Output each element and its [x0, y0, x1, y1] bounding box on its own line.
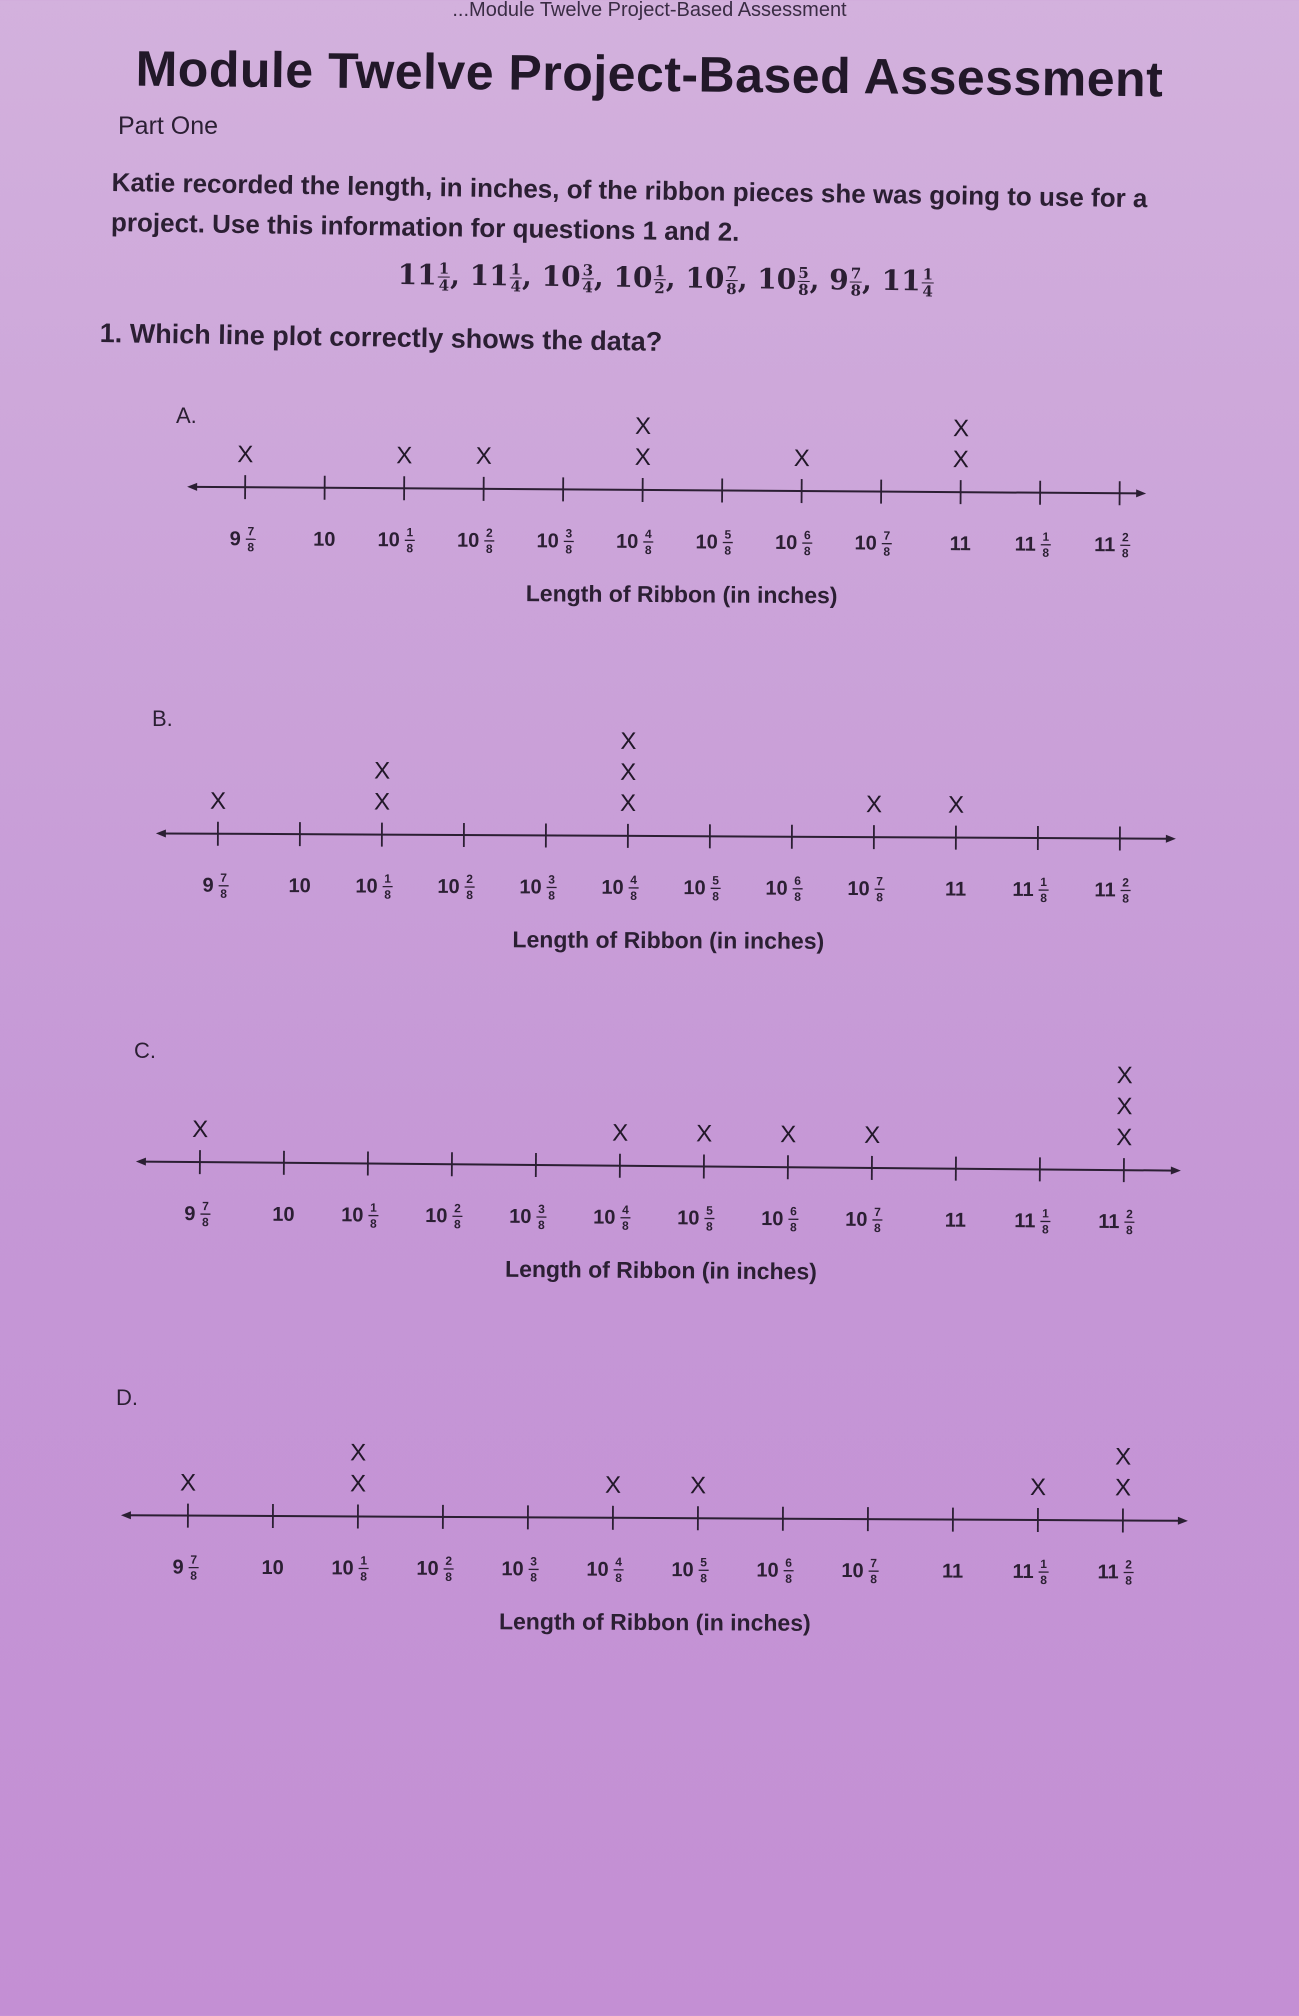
data-value-whole: 11: [397, 258, 437, 292]
data-value-fraction: [725, 264, 738, 297]
tick-label-whole: 10: [677, 1207, 700, 1230]
tick-label-denominator: 8: [466, 888, 473, 903]
tick-label-denominator: 8: [201, 1215, 209, 1230]
tick-label-whole: 11: [944, 1209, 967, 1232]
tick-label-denominator: 8: [190, 1568, 197, 1583]
tick-label-numerator: 3: [538, 1202, 545, 1217]
tick-label-whole: 10: [615, 530, 639, 553]
tick-label-whole: 11: [1098, 1210, 1120, 1234]
tick-label-numerator: 4: [615, 1554, 623, 1569]
data-value: [541, 259, 614, 297]
tick-label-denominator: 8: [870, 1572, 877, 1587]
tick-label-whole: 11: [941, 1560, 964, 1583]
tick-label-numerator: 2: [1125, 1557, 1133, 1572]
tick-label-numerator: 1: [406, 525, 414, 540]
question-1: 1. Which line plot correctly shows the data?: [99, 318, 663, 357]
number-line: [127, 1515, 1182, 1521]
tick-label: [230, 524, 256, 554]
tick-label: [1094, 875, 1130, 905]
tick-label-numerator: 2: [485, 525, 493, 540]
data-point-x-mark: X: [1116, 1124, 1133, 1152]
tick-label-denominator: 8: [1041, 1222, 1049, 1237]
fraction-denominator: 4: [510, 277, 522, 296]
tick-label-whole: 10: [331, 1557, 354, 1580]
tick-label: [355, 871, 392, 901]
tick-label: [457, 526, 494, 556]
tick-label-whole: 10: [272, 1203, 295, 1226]
tick-label: [313, 529, 335, 551]
tick-label: [509, 1202, 547, 1232]
tick-label-denominator: 8: [1121, 546, 1129, 561]
tick-label-denominator: 8: [883, 544, 891, 559]
tick-label-denominator: 8: [794, 889, 801, 904]
tick-label-numerator: 5: [724, 527, 732, 542]
tick-label-denominator: 8: [1125, 1573, 1132, 1588]
data-value-whole: 9: [829, 263, 849, 297]
tick-label-numerator: 6: [803, 528, 811, 543]
tick-label-whole: 10: [756, 1559, 779, 1582]
tick-label: [845, 1205, 883, 1235]
option-label-b[interactable]: B.: [152, 706, 173, 731]
tick-label: [683, 873, 720, 903]
page-title: Module Twelve Project-Based Assessment: [135, 40, 1164, 108]
tick-label: [761, 1204, 799, 1234]
tick-label: [1012, 1557, 1048, 1587]
tick-label: [261, 1557, 283, 1579]
fraction-numerator: 1: [510, 260, 522, 279]
data-value: [757, 262, 830, 300]
tick-label-denominator: 8: [615, 1570, 622, 1585]
tick-label-whole: 10: [695, 531, 718, 554]
tick-label: [1094, 530, 1130, 560]
tick-label: [841, 1556, 878, 1586]
tick-label-whole: 10: [683, 877, 706, 900]
tick-label: [288, 875, 310, 897]
data-value-whole: 10: [541, 259, 581, 294]
tick-label-numerator: 7: [202, 1199, 209, 1214]
data-point-x-mark: X: [620, 727, 637, 755]
tick-label: [765, 874, 802, 904]
fraction-numerator: 1: [438, 259, 450, 278]
tick-label-denominator: 8: [1042, 545, 1050, 560]
tick-label-numerator: 3: [565, 526, 573, 541]
data-point-x-mark: X: [619, 789, 637, 817]
line-plot-b: [0, 700, 1299, 954]
x-axis-label: Length of Ribbon (in inches): [512, 926, 825, 954]
tick-label: [172, 1553, 198, 1583]
tick-label-whole: 10: [377, 529, 400, 552]
tick-label: [184, 1199, 210, 1229]
right-arrow-icon: [1178, 1517, 1188, 1525]
data-point-x-mark: X: [209, 787, 227, 815]
data-value-whole: 11: [469, 258, 509, 293]
tick-label: [331, 1553, 368, 1583]
tick-label-denominator: 8: [453, 1217, 461, 1232]
data-point-x-mark: X: [696, 1120, 713, 1148]
tick-label-whole: 11: [1094, 879, 1116, 902]
right-arrow-icon: [1171, 1167, 1181, 1175]
data-point-x-mark: X: [634, 412, 652, 441]
data-point-x-mark: X: [952, 446, 969, 474]
tick-label-whole: 10: [519, 876, 542, 899]
tick-label-denominator: 8: [360, 1569, 367, 1584]
tick-label-denominator: 8: [537, 1218, 545, 1233]
tick-label: [501, 1554, 538, 1584]
tick-label: [942, 1561, 963, 1583]
fraction-denominator: 8: [726, 280, 737, 299]
left-arrow-icon: [187, 483, 197, 491]
fraction-denominator: 4: [438, 276, 450, 295]
tick-label-numerator: 2: [466, 872, 474, 887]
tick-label-numerator: 2: [1126, 1207, 1133, 1222]
tick-label-denominator: 8: [1125, 1223, 1133, 1238]
data-point-x-mark: X: [1029, 1473, 1047, 1502]
tick-label: [854, 528, 891, 558]
data-point-x-mark: X: [396, 442, 413, 470]
tick-label-numerator: 1: [1042, 1206, 1049, 1221]
number-line: [193, 487, 1140, 494]
tick-label: [272, 1204, 294, 1226]
tick-label: [437, 872, 474, 902]
tick-label-denominator: 8: [700, 1571, 707, 1586]
data-point-x-mark: X: [612, 1119, 629, 1147]
data-point-x-mark: X: [620, 758, 637, 786]
tick-label-denominator: 8: [644, 542, 652, 558]
tick-label-numerator: 5: [712, 873, 720, 888]
tick-label: [1097, 1557, 1133, 1587]
tick-label-numerator: 7: [247, 524, 255, 539]
line-plot-svg: [0, 697, 1299, 954]
tick-label-numerator: 4: [622, 1202, 629, 1217]
tick-label-numerator: 1: [1040, 875, 1048, 890]
tick-label-whole: 10: [601, 876, 624, 899]
running-head: ...Module Twelve Project-Based Assessment: [452, 0, 847, 21]
tick-label-numerator: 2: [1122, 875, 1130, 890]
tick-label-denominator: 8: [1122, 891, 1129, 906]
data-value-whole: 10: [613, 260, 653, 295]
data-value-whole: 10: [757, 262, 797, 296]
data-point-x-mark: X: [237, 441, 254, 469]
data-value-fraction: [797, 265, 810, 298]
data-point-x-mark: X: [952, 415, 970, 443]
data-point-x-mark: X: [780, 1121, 797, 1149]
tick-label: [671, 1555, 708, 1585]
tick-label-whole: 11: [949, 533, 971, 556]
tick-label: [416, 1554, 453, 1584]
data-point-x-mark: X: [1115, 1443, 1132, 1471]
tick-label-whole: 9: [229, 528, 241, 551]
data-value: [469, 258, 542, 296]
tick-label-denominator: 8: [705, 1219, 713, 1234]
tick-label-numerator: 2: [454, 1201, 461, 1216]
tick-label: [1015, 530, 1051, 560]
tick-label-whole: 10: [425, 1205, 448, 1228]
tick-label-denominator: 8: [1040, 1573, 1047, 1588]
data-point-x-mark: X: [604, 1471, 622, 1499]
tick-label-whole: 11: [1012, 878, 1034, 902]
tick-label-denominator: 8: [406, 541, 414, 556]
x-axis-label: Length of Ribbon (in inches): [525, 580, 838, 609]
tick-label-denominator: 8: [384, 887, 391, 902]
tick-label: [519, 872, 556, 902]
tick-label-numerator: 4: [644, 526, 652, 542]
tick-label-whole: 9: [184, 1202, 196, 1226]
tick-label-whole: 11: [1014, 1210, 1036, 1233]
number-line: [142, 1162, 1175, 1171]
tick-label-whole: 10: [671, 1559, 694, 1582]
intro-paragraph: Katie recorded the length, in inches, of the ribbon pieces she was going to use for a project. Use this information for questions 1 and 2.: [110, 166, 1148, 247]
tick-label-denominator: 8: [548, 888, 555, 903]
data-value-fraction: [509, 261, 522, 294]
data-value-fraction: [581, 262, 594, 295]
tick-label-whole: 11: [1094, 534, 1116, 557]
tick-label: [1098, 1207, 1134, 1237]
data-point-x-mark: X: [475, 442, 492, 470]
option-label-d[interactable]: D.: [116, 1385, 138, 1410]
fraction-numerator: 7: [850, 264, 862, 283]
tick-label-numerator: 6: [790, 1204, 797, 1219]
data-point-x-mark: X: [864, 1121, 881, 1150]
fraction-denominator: 4: [582, 278, 593, 297]
tick-label-numerator: 7: [220, 870, 228, 885]
tick-label-numerator: 7: [870, 1556, 878, 1571]
x-axis-label: Length of Ribbon (in inches): [498, 1608, 811, 1636]
tick-label: [847, 874, 884, 904]
tick-label-whole: 10: [845, 1208, 868, 1231]
tick-label-denominator: 8: [369, 1216, 377, 1231]
tick-label-numerator: 2: [1121, 530, 1129, 545]
tick-label-whole: 10: [501, 1558, 524, 1581]
fraction-denominator: 4: [922, 282, 934, 301]
tick-label-whole: 10: [261, 1556, 284, 1580]
tick-label: [593, 1203, 631, 1233]
tick-label-whole: 10: [774, 531, 798, 555]
tick-label-whole: 10: [593, 1206, 616, 1229]
tick-label-numerator: 1: [370, 1200, 377, 1215]
tick-label-whole: 10: [509, 1205, 532, 1228]
tick-label-whole: 9: [172, 1556, 184, 1579]
separator: ,: [665, 261, 686, 295]
tick-label-numerator: 4: [630, 872, 638, 887]
tick-label-numerator: 6: [785, 1555, 793, 1570]
separator: ,: [737, 262, 758, 296]
left-arrow-icon: [136, 1158, 146, 1166]
tick-label-whole: 10: [416, 1557, 439, 1580]
tick-label-denominator: 8: [445, 1569, 452, 1584]
data-value-whole: 11: [881, 263, 921, 298]
separator: ,: [521, 259, 542, 293]
number-line: [162, 833, 1170, 838]
tick-label-whole: 10: [847, 878, 870, 901]
tick-label-whole: 11: [944, 878, 967, 901]
data-point-x-mark: X: [793, 445, 810, 473]
left-arrow-icon: [121, 1511, 131, 1519]
option-label-c[interactable]: C.: [134, 1038, 156, 1063]
tick-label: [1014, 1206, 1050, 1236]
tick-label: [695, 527, 732, 557]
tick-label-whole: 10: [761, 1207, 784, 1231]
data-point-x-mark: X: [192, 1116, 209, 1144]
separator: ,: [809, 263, 830, 297]
tick-label-whole: 10: [841, 1560, 864, 1583]
tick-label-whole: 9: [202, 874, 214, 897]
data-point-x-mark: X: [947, 791, 965, 819]
tick-label-denominator: 8: [724, 543, 732, 558]
option-label-a[interactable]: A.: [176, 403, 197, 428]
separator: ,: [861, 263, 882, 297]
data-value: [613, 260, 686, 298]
data-point-x-mark: X: [689, 1472, 707, 1500]
tick-label: [341, 1200, 379, 1230]
fraction-denominator: 8: [850, 281, 862, 300]
tick-label-whole: 10: [854, 532, 877, 555]
tick-label-numerator: 3: [530, 1554, 538, 1569]
data-point-x-mark: X: [865, 791, 883, 819]
tick-label-whole: 10: [437, 875, 460, 899]
tick-label: [586, 1555, 623, 1585]
tick-label-whole: 10: [456, 529, 480, 552]
fraction-numerator: 7: [726, 263, 737, 282]
tick-label-numerator: 5: [706, 1203, 713, 1218]
tick-label-numerator: 1: [384, 871, 392, 886]
tick-label: [756, 1556, 793, 1586]
tick-label: [1012, 875, 1048, 905]
tick-label-whole: 10: [341, 1204, 364, 1227]
tick-label: [945, 1210, 966, 1232]
fraction-numerator: 1: [922, 265, 934, 284]
tick-label-denominator: 8: [565, 542, 573, 557]
fraction-denominator: 8: [798, 280, 809, 300]
fraction-numerator: 5: [798, 263, 809, 283]
x-axis-label: Length of Ribbon (in inches): [504, 1255, 817, 1285]
line-plot-c: [0, 1038, 1299, 1285]
line-plot-d: [0, 1385, 1299, 1636]
data-point-x-mark: X: [1114, 1474, 1132, 1502]
data-value-fraction: [653, 263, 666, 296]
tick-label: [775, 528, 812, 558]
tick-label: [677, 1203, 715, 1233]
fraction-denominator: 2: [654, 279, 665, 298]
tick-label-numerator: 1: [360, 1553, 368, 1568]
right-arrow-icon: [1136, 489, 1146, 497]
data-value-whole: 10: [685, 261, 725, 295]
tick-label-denominator: 8: [873, 1220, 881, 1236]
tick-label-denominator: 8: [621, 1218, 629, 1233]
tick-label-numerator: 5: [700, 1555, 708, 1570]
data-value-fraction: [921, 266, 934, 299]
left-arrow-icon: [156, 829, 166, 837]
tick-label-denominator: 8: [785, 1571, 792, 1586]
separator: ,: [449, 258, 470, 292]
tick-label: [950, 533, 971, 555]
data-point-x-mark: X: [1116, 1062, 1133, 1090]
tick-label-whole: 11: [1014, 533, 1036, 556]
tick-label-denominator: 8: [530, 1570, 537, 1585]
line-plot-svg: [0, 1032, 1299, 1285]
line-plot-a: [0, 395, 1299, 625]
tick-label-denominator: 8: [789, 1220, 797, 1235]
data-value-fraction: [849, 266, 862, 299]
tick-label-whole: 11: [1097, 1561, 1119, 1584]
tick-label-whole: 11: [1012, 1560, 1034, 1584]
part-heading: Part One: [118, 112, 219, 140]
tick-label-whole: 10: [288, 875, 311, 898]
data-value: [829, 263, 882, 300]
right-arrow-icon: [1166, 835, 1176, 843]
tick-label-numerator: 7: [876, 874, 884, 889]
tick-label-whole: 10: [765, 877, 788, 900]
tick-label-denominator: 8: [247, 540, 255, 555]
tick-label: [536, 526, 573, 556]
data-values-list: [398, 258, 935, 300]
tick-label-numerator: 1: [1040, 1557, 1048, 1572]
data-point-x-mark: X: [1116, 1093, 1133, 1121]
tick-label-numerator: 3: [548, 872, 556, 887]
data-value: [685, 261, 758, 299]
data-point-x-mark: X: [634, 443, 651, 472]
tick-label: [601, 873, 638, 903]
tick-label-denominator: 8: [712, 889, 719, 904]
tick-label-denominator: 8: [1040, 891, 1047, 906]
tick-label-denominator: 8: [876, 890, 883, 905]
tick-label-denominator: 8: [220, 886, 227, 901]
tick-label: [425, 1201, 463, 1231]
tick-label-numerator: 1: [1042, 529, 1050, 544]
tick-label-numerator: 6: [794, 873, 802, 888]
tick-label: [945, 879, 966, 901]
tick-label-numerator: 7: [190, 1552, 198, 1567]
data-point-x-mark: X: [350, 1439, 367, 1467]
line-plot-svg: [0, 1382, 1299, 1636]
tick-label-whole: 10: [355, 875, 378, 898]
tick-label: [202, 871, 228, 901]
data-value: [881, 263, 934, 301]
data-value: [397, 258, 470, 295]
tick-label-whole: 10: [536, 530, 559, 553]
tick-label-whole: 10: [586, 1558, 609, 1581]
data-point-x-mark: X: [374, 757, 391, 785]
separator: ,: [593, 260, 614, 294]
fraction-numerator: 3: [582, 261, 594, 280]
data-point-x-mark: X: [350, 1470, 367, 1498]
data-point-x-mark: X: [180, 1469, 197, 1497]
tick-label-numerator: 7: [874, 1204, 881, 1220]
tick-label-numerator: 2: [445, 1553, 453, 1568]
tick-label-denominator: 8: [803, 544, 811, 559]
tick-label-numerator: 7: [883, 528, 891, 543]
line-plot-svg: [0, 390, 1299, 629]
tick-label: [616, 527, 653, 557]
data-point-x-mark: X: [373, 788, 391, 816]
tick-label-denominator: 8: [485, 541, 493, 556]
tick-label-denominator: 8: [630, 888, 637, 903]
data-value-fraction: [438, 260, 451, 293]
fraction-numerator: 1: [654, 262, 666, 281]
tick-label-whole: 10: [313, 528, 336, 551]
tick-label: [377, 525, 414, 555]
